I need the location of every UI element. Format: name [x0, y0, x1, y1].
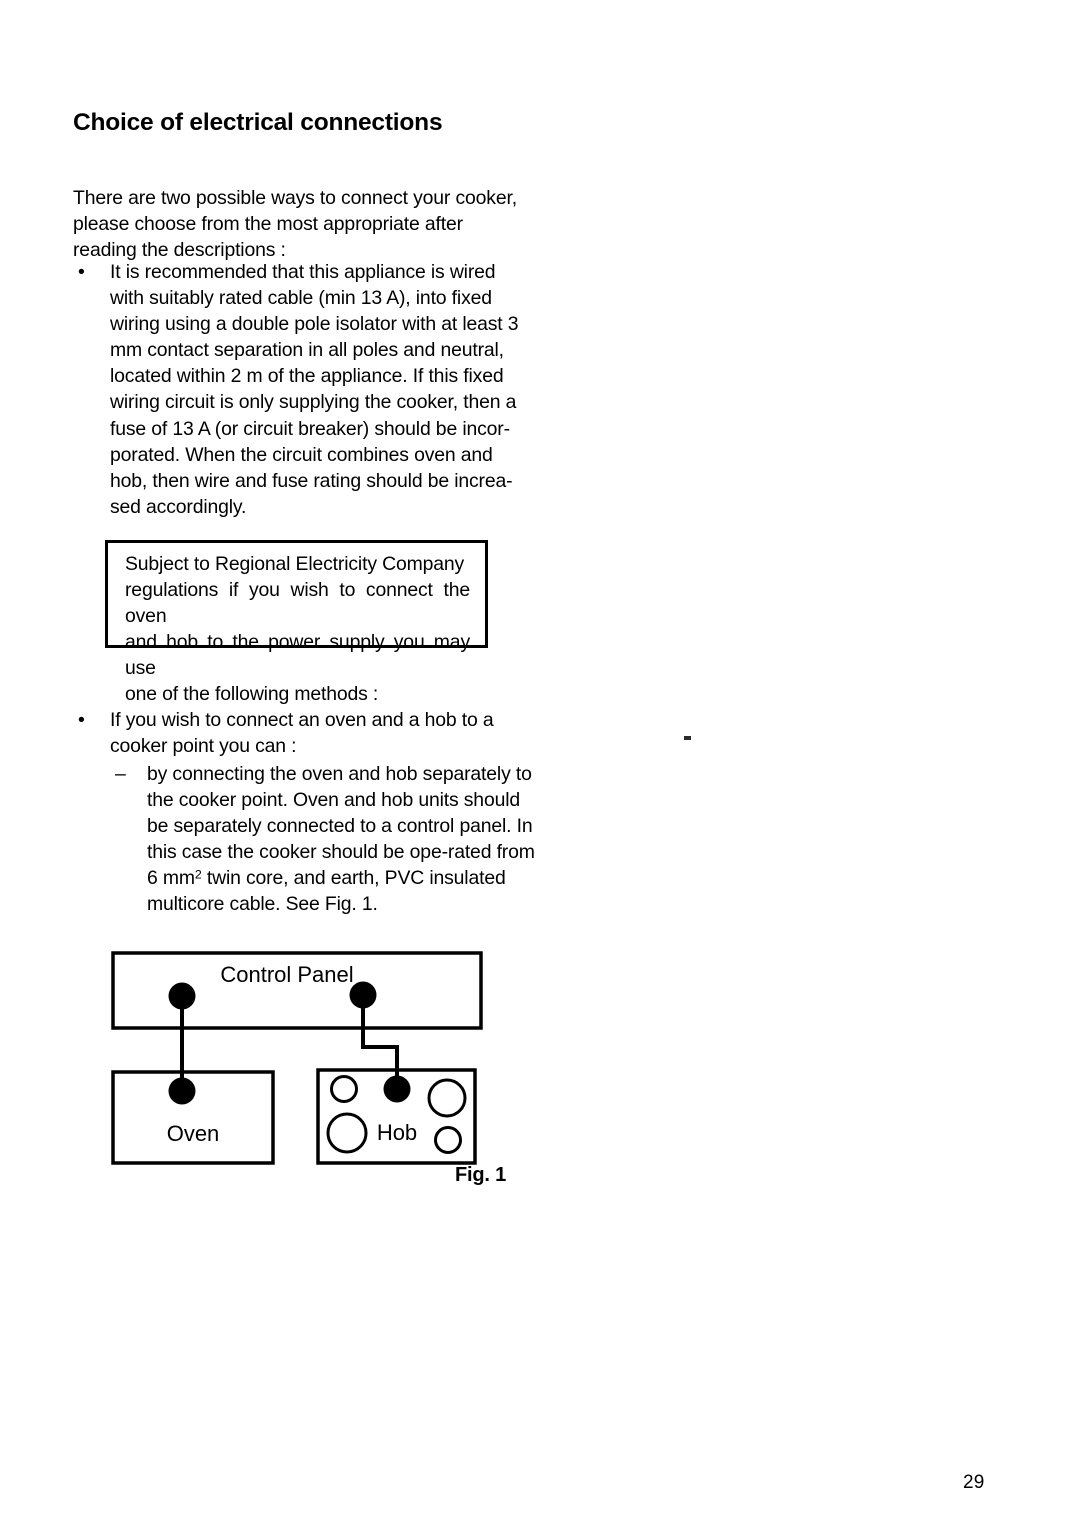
callout-text	[125, 551, 470, 708]
control-panel-label: Control Panel	[220, 962, 354, 987]
bullet-marker-2: •	[78, 709, 85, 731]
terminal-dot-control-panel-left	[169, 983, 196, 1010]
hob-burner-bottom-left	[328, 1114, 366, 1152]
hob-burner-top-left	[332, 1077, 357, 1102]
callout-line-3: and hob to the power supply you may use	[125, 631, 470, 680]
terminal-dot-oven	[169, 1078, 196, 1105]
figure-caption: Fig. 1	[455, 1164, 507, 1186]
bullet-text-1: It is recommended that this appliance is wired with suitably rated cable (min 13 A), into fixed wiring using a double pole isolator with at least 3 mm contact separation in all poles and neutral, located within 2 m of the appliance. If this fixed wiring circuit is only supplying the cooker, then a fuse of 13 A (or circuit breaker) should be incor-porated. When the circuit combines oven and hob, then wire and fuse rating should be increa-sed accordingly.	[110, 261, 519, 518]
bullet-marker-1: •	[78, 261, 85, 283]
sub-bullet-marker: –	[115, 763, 126, 785]
page-number: 29	[963, 1472, 985, 1493]
scan-artifact-speck	[684, 736, 691, 740]
sub-bullet-text-part1: by connecting the oven and hob separately to the cooker point. Oven and hob units should be separately connected to a control panel. In this case the cooker should be ope-rated from 6 mm	[147, 763, 535, 890]
intro-paragraph: There are two possible ways to connect your cooker, please choose from the most appropriate after reading the descriptions :	[73, 187, 517, 262]
callout-box	[105, 540, 488, 706]
sub-bullet-superscript: 2	[194, 867, 202, 882]
bullet-text-2: If you wish to connect an oven and a hob to a cooker point you can :	[110, 709, 494, 758]
wiring-diagram-figure	[100, 940, 530, 1200]
wiring-diagram-svg	[100, 940, 530, 1200]
page-title: Choice of electrical connections	[73, 109, 443, 137]
hob-burner-top-right	[429, 1080, 465, 1116]
callout-line-4: one of the following methods :	[125, 683, 379, 706]
hob-burner-bottom-right	[436, 1128, 461, 1153]
callout-line-1: Subject to Regional Electricity Company	[125, 553, 465, 575]
sub-bullet-text	[147, 761, 537, 918]
terminal-dot-hob	[384, 1076, 411, 1103]
sub-bullet-text-part2: twin core, and earth, PVC insulated multicore cable. See Fig. 1.	[147, 867, 506, 916]
callout-line-2: regulations if you wish to connect the oven	[125, 579, 470, 628]
oven-label: Oven	[166, 1121, 220, 1146]
hob-label: Hob	[376, 1120, 418, 1145]
